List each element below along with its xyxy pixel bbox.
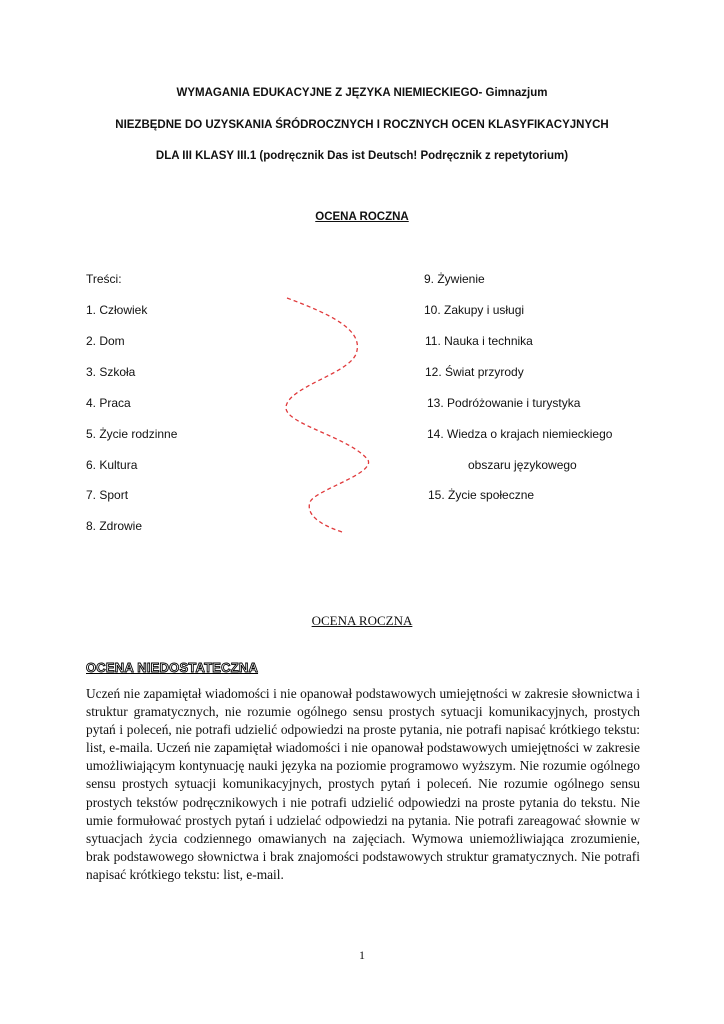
doc-class-info: DLA III KLASY III.1 (podręcznik Das ist Deutsch! Podręcznik z repetytorium)	[155, 150, 569, 162]
topic-item: 6. Kultura	[86, 458, 138, 472]
topic-item: 13. Podróżowanie i turystyka	[427, 396, 581, 410]
wave-line	[286, 298, 369, 532]
topic-item: 10. Zakupy i usługi	[424, 303, 525, 317]
topic-item: 14. Wiedza o krajach niemieckiego	[427, 427, 613, 441]
topic-item: 9. Żywienie	[424, 272, 485, 286]
doc-subtitle: NIEZBĘDNE DO UZYSKANIA ŚRÓDROCZNYCH I ROCZNYCH OCEN KLASYFIKACYJNYCH	[115, 119, 609, 131]
topic-item: 4. Praca	[86, 396, 131, 410]
section-title-1: OCENA ROCZNA	[315, 211, 409, 223]
topic-item: 15. Życie społeczne	[428, 488, 535, 502]
topic-item: 3. Szkoła	[86, 365, 136, 379]
topic-item: 7. Sport	[86, 488, 129, 502]
topic-item: 2. Dom	[86, 334, 125, 348]
decorative-wave	[270, 292, 380, 537]
grade-heading: OCENA NIEDOSTATECZNA	[86, 660, 259, 675]
page-number: 1	[359, 948, 365, 962]
section-title-2: OCENA ROCZNA	[311, 613, 413, 628]
topic-item: 12. Świat przyrody	[425, 365, 524, 379]
grade-description: Uczeń nie zapamiętał wiadomości i nie opanował podstawowych umiejętności w zakresie słownictwa i struktur gramatycznych, nie rozumie ogólnego sensu prostych sytuacji komunikacyjnych, prostych pytań i poleceń, nie potrafi udzielić odpowiedzi na proste pytania, nie potrafi napisać krótkiego tekstu: list, e-maila. Uczeń nie zapamiętał wiadomości i nie opanował podstawowych umiejętności w zakresie umożliwiającym kontynuację nauki języka na poziomie programowo wyższym. Nie rozumie ogólnego sensu prostych sytuacji komunikacyjnych, prostych pytań i poleceń. Nie rozumie ogólnego sensu prostych tekstów podręcznikowych i nie potrafi udzielić odpowiedzi na proste pytania do tekstu. Nie umie formułować prostych pytań i udzielać odpowiedzi na pytania. Nie potrafi zareagować słownie w sytuacjach życia codziennego omawianych na zajęciach. Wymowa uniemożliwiająca zrozumienie, brak podstawowego słownictwa i brak znajomości podstawowych struktur gramatycznych. Nie potrafi napisać krótkiego tekstu: list, e-mail.	[86, 686, 640, 882]
topic-item: 5. Życie rodzinne	[86, 427, 178, 441]
contents-label: Treści:	[86, 272, 122, 286]
topic-item: 11. Nauka i technika	[425, 334, 533, 348]
topic-item-continuation: obszaru językowego	[468, 458, 577, 472]
topic-item: 8. Zdrowie	[86, 519, 143, 533]
doc-title: WYMAGANIA EDUKACYJNE Z JĘZYKA NIEMIECKIEGO- Gimnazjum	[176, 87, 548, 99]
topic-item: 1. Człowiek	[86, 303, 148, 317]
